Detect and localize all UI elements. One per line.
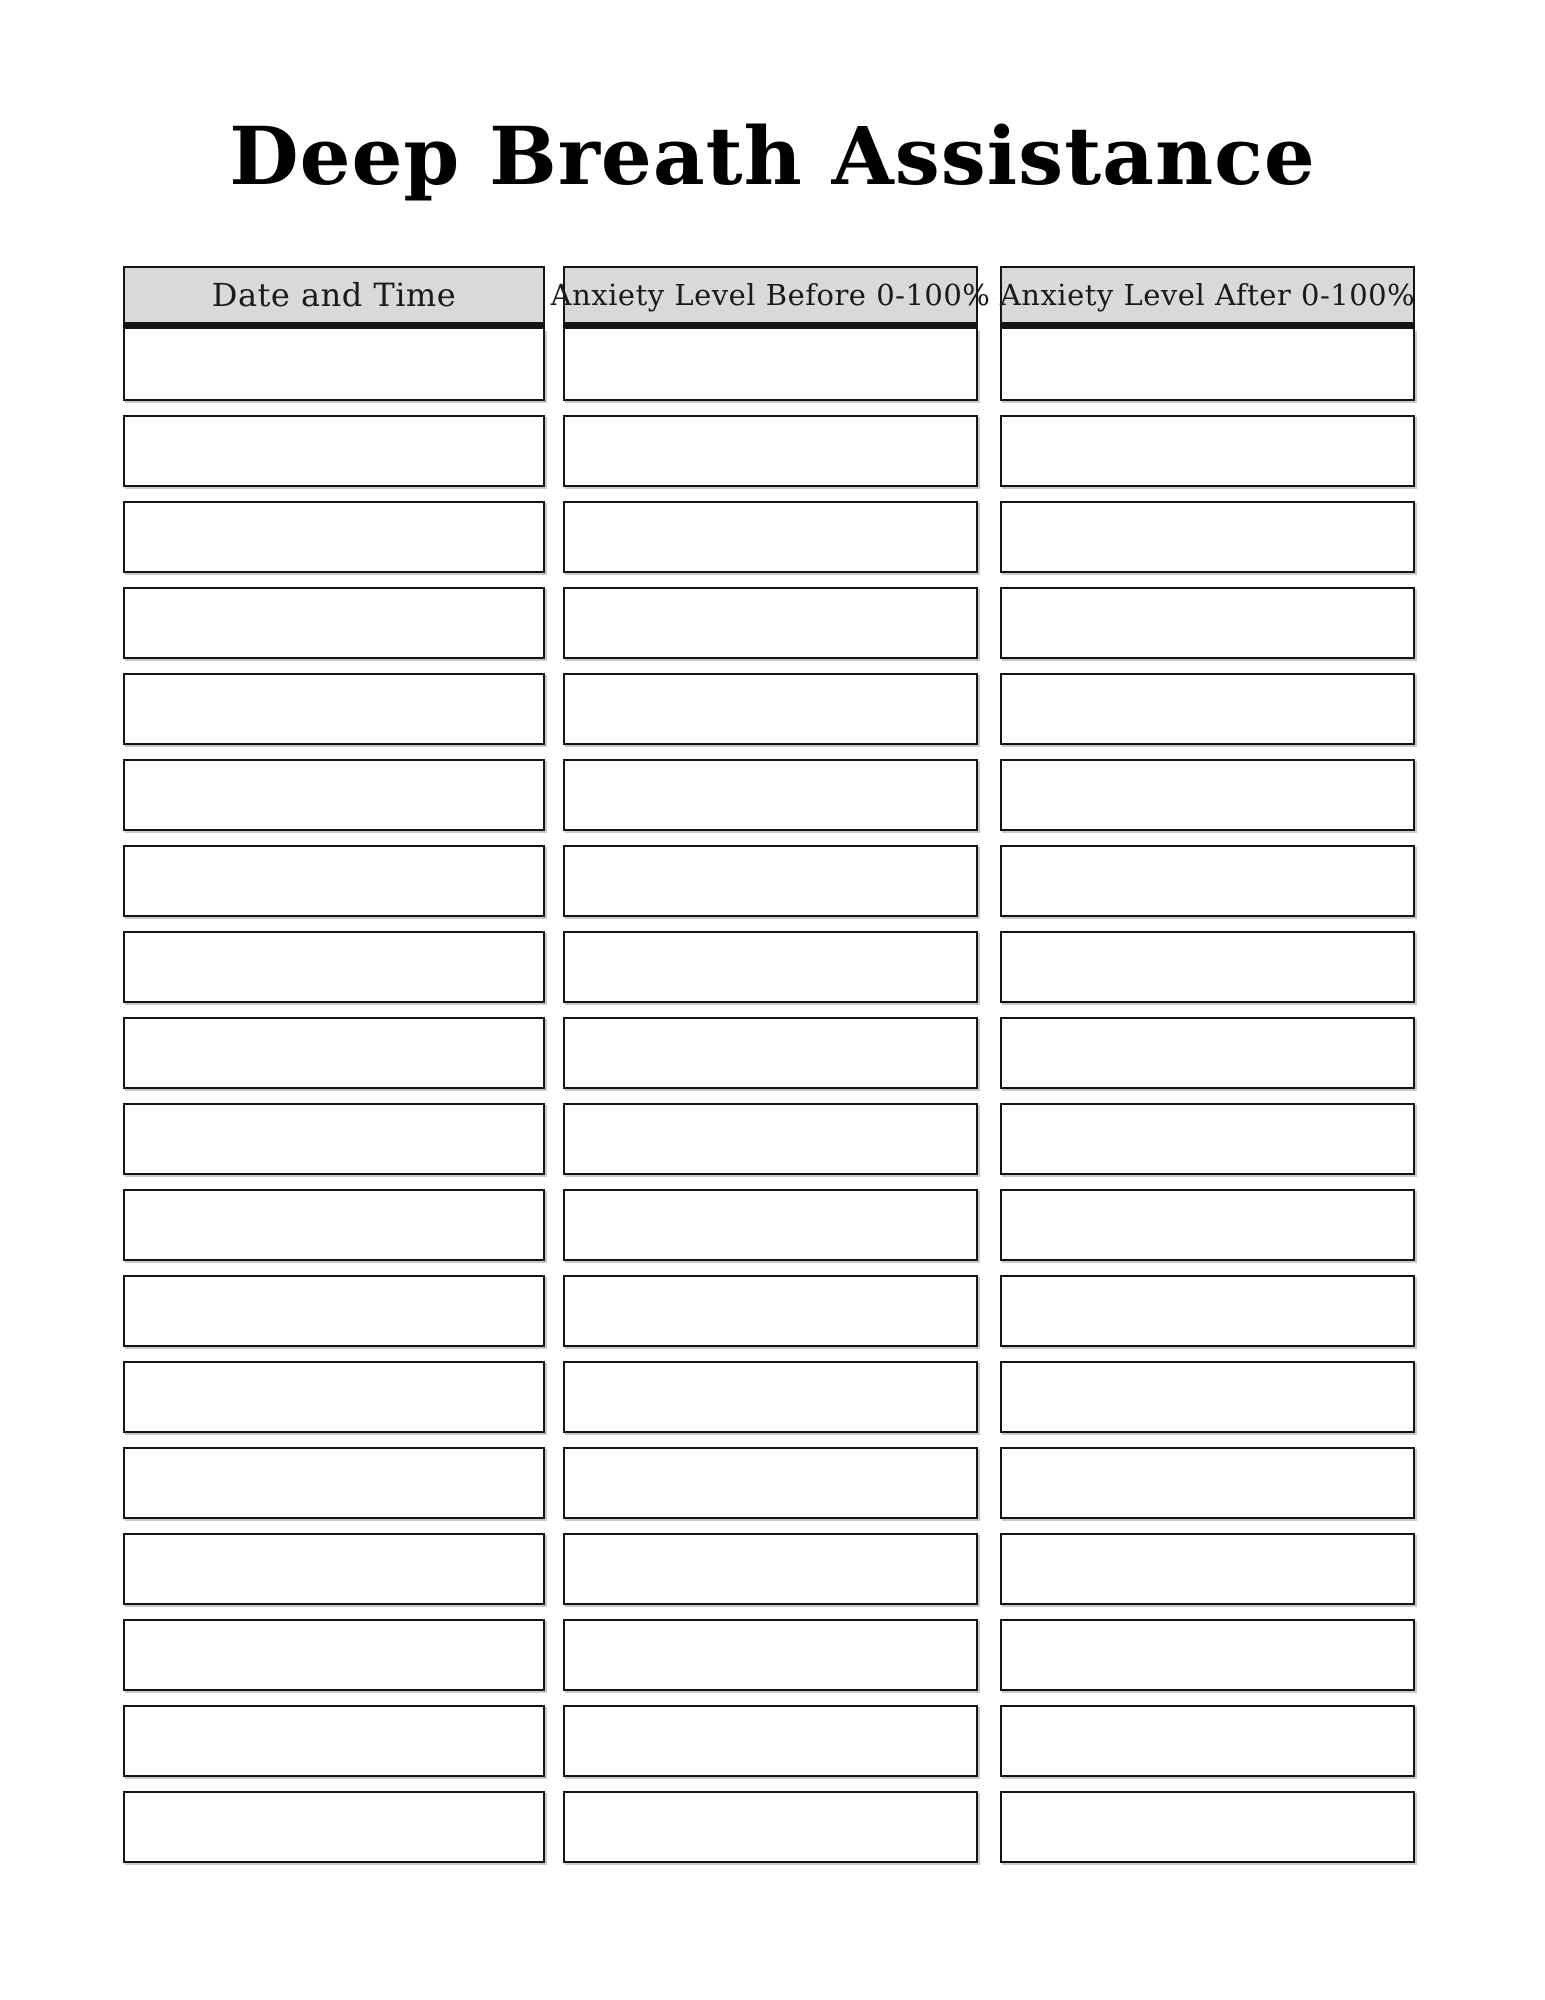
entry-cell-anxiety-after-row-9[interactable]: [1000, 1017, 1415, 1089]
entry-cell-anxiety-before-row-3[interactable]: [563, 501, 978, 573]
page-title: Deep Breath Assistance: [229, 109, 1316, 203]
entry-cell-date-time-row-17[interactable]: [123, 1705, 545, 1777]
entry-cell-date-time-row-6[interactable]: [123, 759, 545, 831]
entry-cell-anxiety-before-row-13[interactable]: [563, 1361, 978, 1433]
entry-cell-anxiety-after-row-15[interactable]: [1000, 1533, 1415, 1605]
entry-cell-anxiety-before-row-17[interactable]: [563, 1705, 978, 1777]
entry-cell-anxiety-before-row-5[interactable]: [563, 673, 978, 745]
entry-cell-anxiety-after-row-7[interactable]: [1000, 845, 1415, 917]
column-anxiety-after: [1000, 266, 1415, 1863]
entry-cell-anxiety-after-row-3[interactable]: [1000, 501, 1415, 573]
entry-cell-anxiety-after-row-4[interactable]: [1000, 587, 1415, 659]
entry-cell-date-time-row-5[interactable]: [123, 673, 545, 745]
entry-cell-date-time-row-2[interactable]: [123, 415, 545, 487]
entry-cell-anxiety-before-row-9[interactable]: [563, 1017, 978, 1089]
entry-cell-date-time-row-10[interactable]: [123, 1103, 545, 1175]
entry-cell-date-time-row-8[interactable]: [123, 931, 545, 1003]
entry-cell-anxiety-after-row-11[interactable]: [1000, 1189, 1415, 1261]
entry-cell-date-time-row-7[interactable]: [123, 845, 545, 917]
entry-cell-anxiety-before-row-15[interactable]: [563, 1533, 978, 1605]
entry-cell-anxiety-after-row-10[interactable]: [1000, 1103, 1415, 1175]
entry-cell-anxiety-before-row-16[interactable]: [563, 1619, 978, 1691]
entry-cell-anxiety-after-row-5[interactable]: [1000, 673, 1415, 745]
column-anxiety-before: [550, 266, 991, 1863]
entry-cell-anxiety-before-row-2[interactable]: [563, 415, 978, 487]
entry-cell-anxiety-before-row-11[interactable]: [563, 1189, 978, 1261]
entry-cell-anxiety-before-row-10[interactable]: [563, 1103, 978, 1175]
entry-cell-anxiety-after-row-1[interactable]: [1000, 329, 1415, 401]
entry-cell-date-time-row-13[interactable]: [123, 1361, 545, 1433]
entry-cell-anxiety-before-row-8[interactable]: [563, 931, 978, 1003]
entry-cell-date-time-row-12[interactable]: [123, 1275, 545, 1347]
entry-cell-anxiety-before-row-4[interactable]: [563, 587, 978, 659]
entry-cell-anxiety-after-row-17[interactable]: [1000, 1705, 1415, 1777]
entry-cell-anxiety-before-row-7[interactable]: [563, 845, 978, 917]
column-date-time: [123, 266, 545, 1863]
entry-cell-anxiety-before-row-14[interactable]: [563, 1447, 978, 1519]
entry-cell-anxiety-after-row-18[interactable]: [1000, 1791, 1415, 1863]
entry-cell-anxiety-after-row-14[interactable]: [1000, 1447, 1415, 1519]
column-header-anxiety-before: Anxiety Level Before 0-100%: [563, 266, 978, 329]
entry-cell-date-time-row-3[interactable]: [123, 501, 545, 573]
entry-cell-anxiety-after-row-13[interactable]: [1000, 1361, 1415, 1433]
breath-log-table: [123, 266, 1415, 1863]
column-header-date-time: Date and Time: [123, 266, 545, 329]
entry-cell-anxiety-after-row-6[interactable]: [1000, 759, 1415, 831]
entry-cell-date-time-row-15[interactable]: [123, 1533, 545, 1605]
entry-cell-anxiety-after-row-12[interactable]: [1000, 1275, 1415, 1347]
entry-cell-date-time-row-1[interactable]: [123, 329, 545, 401]
entry-cell-date-time-row-9[interactable]: [123, 1017, 545, 1089]
entry-cell-anxiety-after-row-8[interactable]: [1000, 931, 1415, 1003]
column-header-anxiety-after: Anxiety Level After 0-100%: [1000, 266, 1415, 329]
entry-cell-anxiety-after-row-2[interactable]: [1000, 415, 1415, 487]
entry-cell-date-time-row-14[interactable]: [123, 1447, 545, 1519]
entry-cell-anxiety-after-row-16[interactable]: [1000, 1619, 1415, 1691]
entry-cell-date-time-row-16[interactable]: [123, 1619, 545, 1691]
entry-cell-anxiety-before-row-1[interactable]: [563, 329, 978, 401]
entry-cell-anxiety-before-row-18[interactable]: [563, 1791, 978, 1863]
entry-cell-date-time-row-11[interactable]: [123, 1189, 545, 1261]
entry-cell-anxiety-before-row-12[interactable]: [563, 1275, 978, 1347]
entry-cell-date-time-row-18[interactable]: [123, 1791, 545, 1863]
entry-cell-anxiety-before-row-6[interactable]: [563, 759, 978, 831]
entry-cell-date-time-row-4[interactable]: [123, 587, 545, 659]
